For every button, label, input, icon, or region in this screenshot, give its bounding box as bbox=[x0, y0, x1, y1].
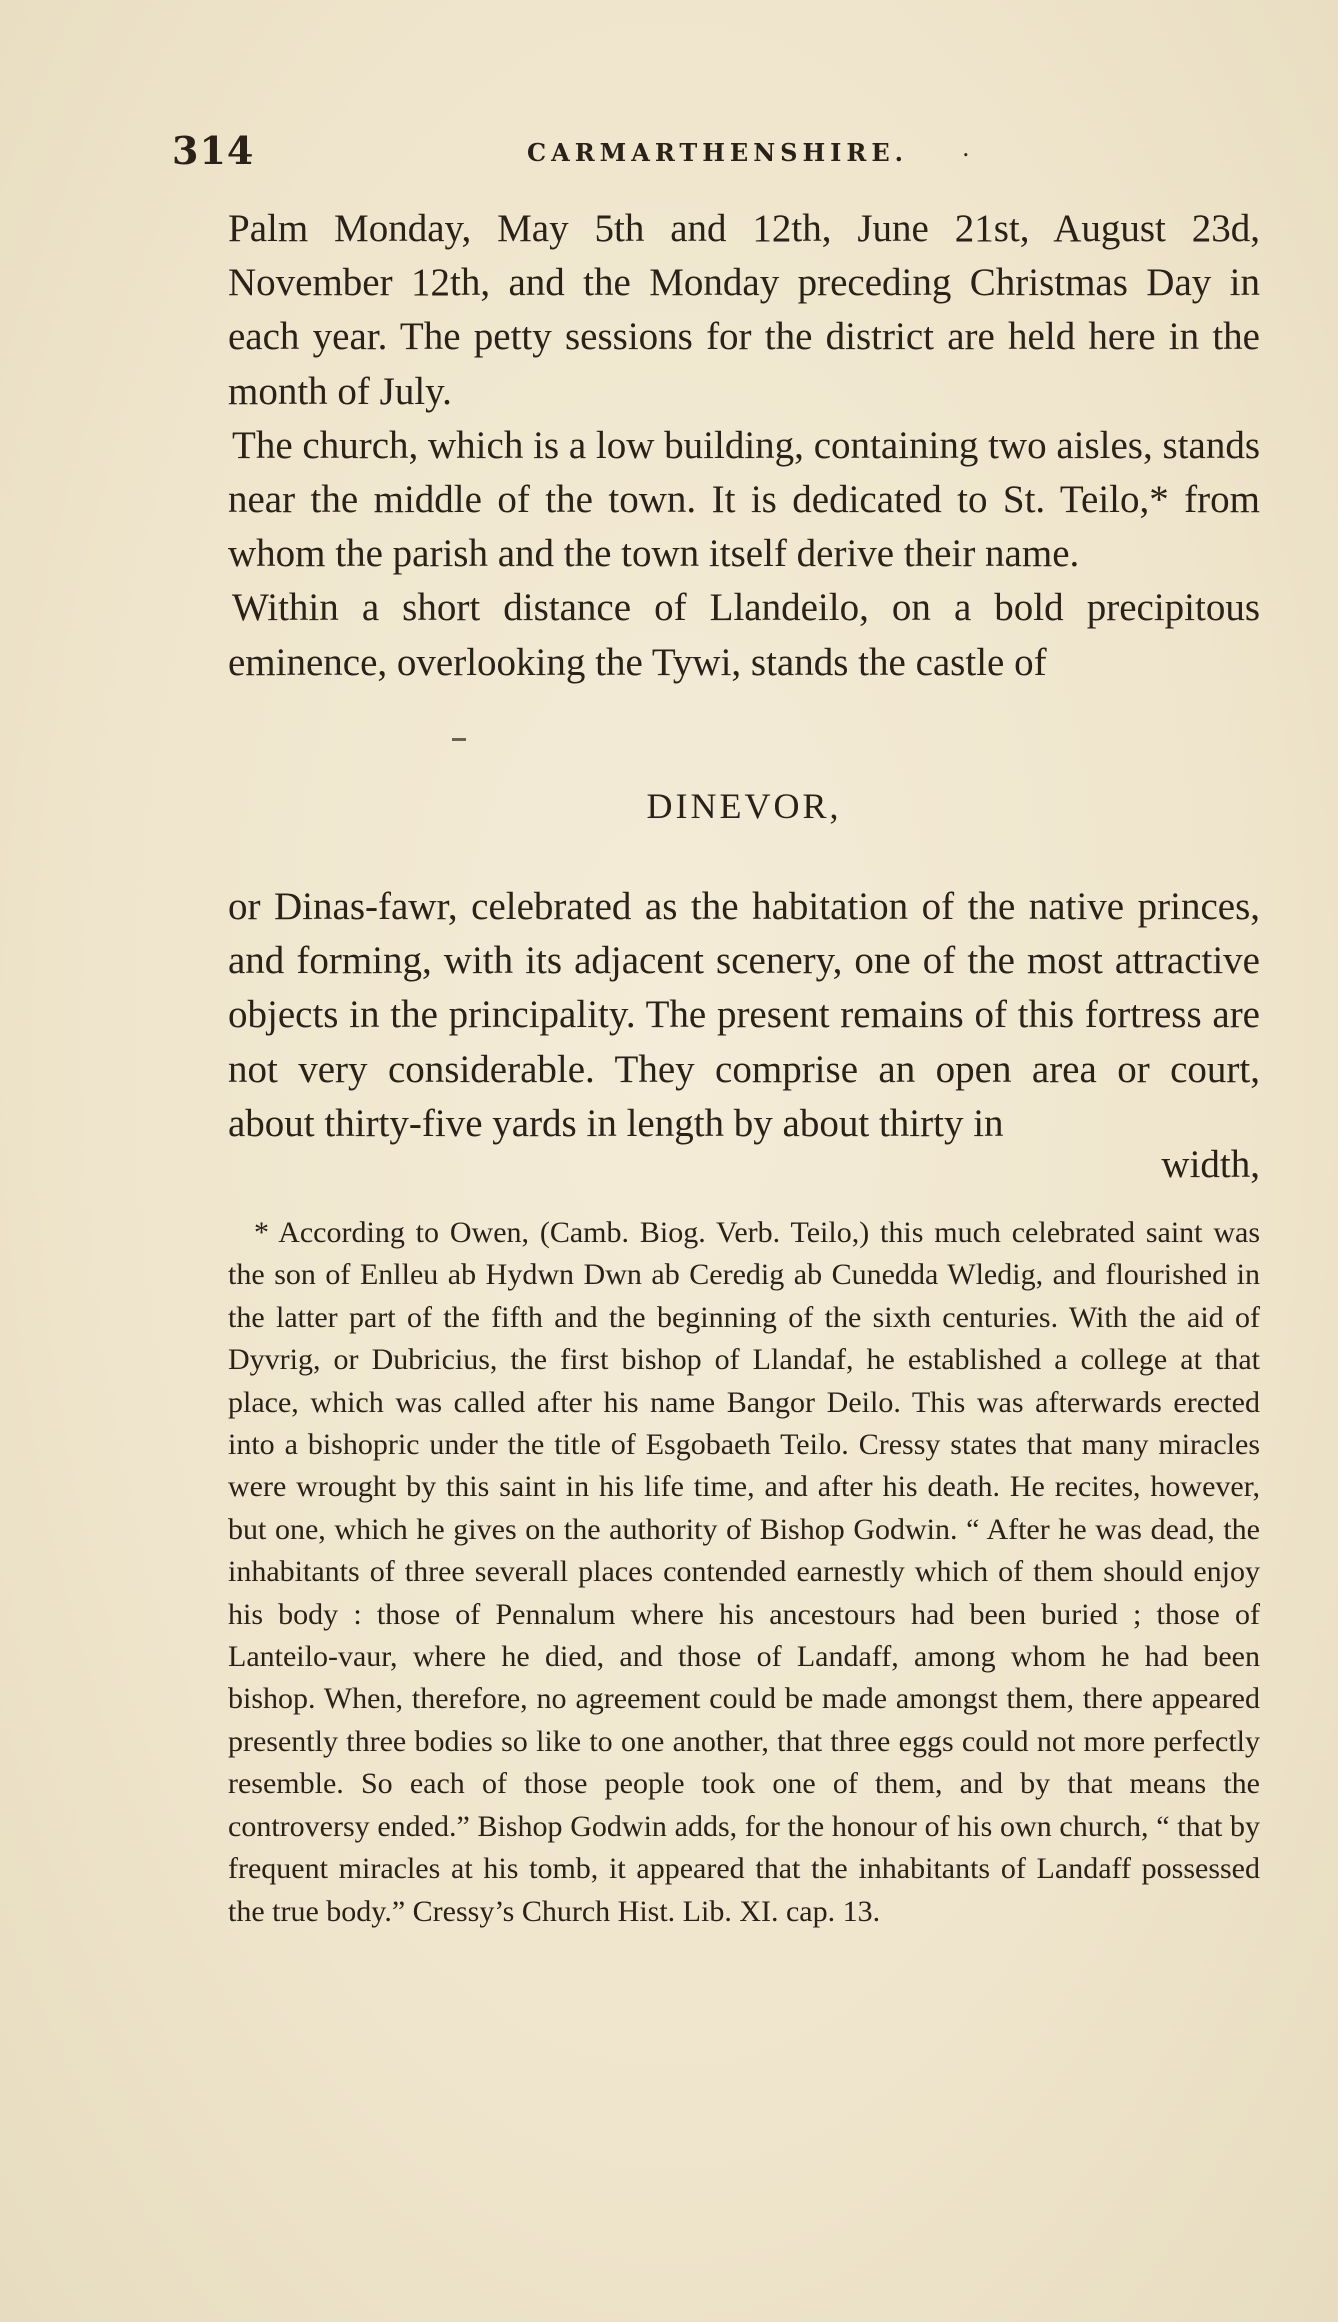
running-head bbox=[172, 128, 1182, 178]
main-text bbox=[228, 202, 1260, 690]
section-heading: DINEVOR, bbox=[646, 786, 842, 826]
dinevor-text bbox=[228, 880, 1260, 1151]
paragraph-dinevor: or Dinas-fawr, celebrated as the habitation of the native princes, and forming, with its adjacent scenery, one of the most attractive objects in the principality. The present remains of this fortress are not very considerable. They comprise an open area or court, about thirty-five yards in length by about thirty in bbox=[228, 885, 1260, 1145]
paragraph-fair-days: Palm Monday, May 5th and 12th, June 21st, August 23d, November 12th, and the Monday preceding Christmas Day in each year. The petty sessions for the district are held here in the month of July. bbox=[228, 207, 1260, 413]
running-title: CARMARTHENSHIRE. bbox=[527, 138, 908, 167]
catchword: width, bbox=[1161, 1143, 1260, 1186]
footnote bbox=[228, 1212, 1260, 1933]
paragraph-castle-intro: Within a short distance of Llandeilo, on a bold precipitous eminence, overlooking the Tywi, stands the castle of bbox=[228, 586, 1260, 684]
dash-mark bbox=[452, 738, 466, 741]
paragraph-church: The church, which is a low building, containing two aisles, stands near the middle of the town. It is dedicated to St. Teilo,* from whom the parish and the town itself derive their name. bbox=[228, 423, 1260, 576]
running-mark: . bbox=[962, 134, 970, 162]
page-number: 314 bbox=[172, 128, 255, 173]
footnote-text: * According to Owen, (Camb. Biog. Verb. Teilo,) this much celebrated saint was the son of Enlleu ab Hydwn Dwn ab Ceredig ab Cunedda Wledig, and flourished in the latter part of the fifth and the beginning of the sixth centuries. With the aid of Dyvrig, or Dubricius, the first bishop of Llandaf, he established a college at that place, which was called after his name Bangor Deilo. This was afterwards erected into a bishopric under the title of Esgobaeth Teilo. Cressy states that many miracles were wrought by this saint in his life time, and after his death. He recites, however, but one, which he gives on the authority of Bishop Godwin. “ After he was dead, the inhabitants of three severall places contended earnestly which of them should enjoy his body : those of Pennalum where his ancestours had been buried ; those of Lanteilo-vaur, where he died, and those of Landaff, among whom he had been bishop. When, therefore, no agreement could be made amongst them, there appeared presently three bodies so like to one another, that three eggs could not more perfectly resemble. So each of those people took one of them, and by that means the controversy ended.” Bishop Godwin adds, for the honour of his own church, “ that by frequent miracles at his tomb, it appeared that the inhabitants of Landaff possessed the true body.” Cressy’s Church Hist. Lib. XI. cap. 13. bbox=[228, 1216, 1260, 1928]
